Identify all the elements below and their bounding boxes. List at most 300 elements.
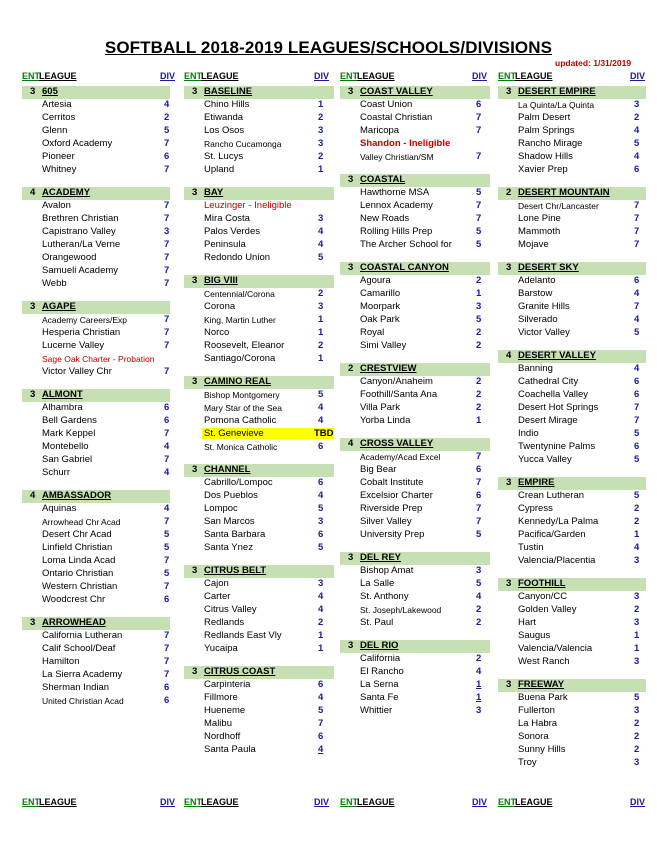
school-row	[340, 415, 490, 428]
league-name: DEL RIO	[360, 640, 399, 651]
league-name: EMPIRE	[518, 477, 555, 488]
league-header	[498, 679, 646, 692]
school-division: 2	[634, 731, 640, 742]
school-division: 3	[476, 705, 482, 716]
school-name: Schurr	[42, 467, 70, 478]
school-row	[498, 744, 646, 757]
school-division: 6	[318, 679, 324, 690]
league-name: CITRUS COAST	[204, 666, 276, 677]
school-name: Granite Hills	[518, 301, 570, 312]
league-header	[22, 490, 170, 503]
league-name: BIG VIII	[204, 275, 238, 286]
school-division: 2	[318, 288, 324, 299]
header-league: LEAGUE	[357, 71, 395, 81]
school-row	[22, 568, 170, 581]
school-name: Victor Valley	[518, 327, 570, 338]
school-name: Samueli Academy	[42, 265, 119, 276]
school-division: 5	[318, 503, 324, 514]
school-name: Desert Mirage	[518, 415, 578, 426]
school-name: Santa Paula	[204, 744, 256, 755]
school-row	[340, 679, 490, 692]
school-name: Shandon - Ineligible	[360, 138, 451, 149]
school-division: 1	[318, 353, 324, 364]
school-row	[22, 695, 170, 708]
school-name: Cajon	[204, 578, 229, 589]
school-name: Mira Costa	[204, 213, 250, 224]
league-ent-count: 3	[192, 666, 198, 677]
school-division: 7	[318, 718, 324, 729]
school-division: 4	[634, 125, 640, 136]
school-name: Santa Barbara	[204, 529, 266, 540]
school-row	[22, 265, 170, 278]
school-name: Palm Desert	[518, 112, 571, 123]
school-name: Nordhoff	[204, 731, 241, 742]
school-name: Rolling Hills Prep	[360, 226, 433, 237]
league-column	[184, 71, 334, 757]
school-name: Yorba Linda	[360, 415, 411, 426]
updated-date: updated: 1/31/2019	[555, 58, 632, 68]
school-name: Sonora	[518, 731, 549, 742]
school-name: Valencia/Placentia	[518, 555, 596, 566]
school-row	[22, 213, 170, 226]
school-row	[498, 731, 646, 744]
school-row	[340, 477, 490, 490]
school-row	[184, 226, 334, 239]
league-group	[22, 187, 170, 291]
school-division: 3	[634, 617, 640, 628]
school-row	[498, 656, 646, 669]
school-name: Loma Linda Acad	[42, 555, 116, 566]
school-division: 7	[476, 451, 482, 462]
school-name: Cerritos	[42, 112, 76, 123]
school-name: Big Bear	[360, 464, 397, 475]
league-name: DESERT SKY	[518, 262, 579, 273]
school-division: 2	[318, 151, 324, 162]
school-name: Malibu	[204, 718, 232, 729]
school-name: Xavier Prep	[518, 164, 568, 175]
school-row	[340, 151, 490, 164]
school-division: 3	[634, 656, 640, 667]
school-name: Lompoc	[204, 503, 238, 514]
league-name: FOOTHILL	[518, 578, 566, 589]
league-header	[340, 86, 490, 99]
school-division: 7	[164, 555, 170, 566]
league-header	[340, 174, 490, 187]
school-division: 3	[318, 516, 324, 527]
school-row	[184, 428, 334, 441]
school-name: Shadow Hills	[518, 151, 573, 162]
school-name: Carpinteria	[204, 679, 251, 690]
league-group	[340, 174, 490, 252]
school-name: Silver Valley	[360, 516, 412, 527]
school-name: Victor Valley Chr	[42, 366, 112, 377]
school-name: Aquinas	[42, 503, 77, 514]
school-division: 5	[634, 692, 640, 703]
school-name: Palos Verdes	[204, 226, 260, 237]
league-ent-count: 3	[192, 376, 198, 387]
school-row	[184, 490, 334, 503]
header-ent: ENT	[340, 71, 358, 81]
school-division: 5	[634, 138, 640, 149]
school-row	[498, 617, 646, 630]
column-header	[340, 71, 490, 83]
school-row	[340, 200, 490, 213]
school-row	[184, 591, 334, 604]
school-division: 3	[634, 757, 640, 768]
school-division: 5	[634, 327, 640, 338]
school-row	[498, 516, 646, 529]
school-division: 6	[164, 695, 170, 706]
school-name: Carter	[204, 591, 231, 602]
school-row	[22, 555, 170, 568]
school-division: 5	[318, 252, 324, 263]
league-group	[184, 376, 334, 454]
school-division: 2	[476, 402, 482, 413]
school-row	[498, 630, 646, 643]
school-division: 4	[634, 288, 640, 299]
school-row	[22, 340, 170, 353]
school-name: Arrowhead Chr Acad	[42, 517, 121, 527]
school-row	[22, 125, 170, 138]
school-division: 2	[318, 340, 324, 351]
school-row	[340, 578, 490, 591]
header-ent: ENT	[22, 71, 40, 81]
school-name: Coast Union	[360, 99, 413, 110]
school-name: La Salle	[360, 578, 395, 589]
school-name: San Marcos	[204, 516, 255, 527]
school-division: 1	[318, 164, 324, 175]
school-name: San Gabriel	[42, 454, 93, 465]
school-division: 1	[318, 630, 324, 641]
league-ent-count: 4	[30, 187, 36, 198]
school-division: 3	[476, 301, 482, 312]
school-division: 7	[164, 516, 170, 527]
column-footer	[184, 797, 334, 809]
school-name: Royal	[360, 327, 385, 338]
school-name: Santiago/Corona	[204, 353, 276, 364]
school-row	[22, 138, 170, 151]
school-row	[184, 125, 334, 138]
school-name: Whittier	[360, 705, 393, 716]
school-division: 4	[318, 604, 324, 615]
league-name: 605	[42, 86, 58, 97]
league-ent-count: 3	[506, 262, 512, 273]
league-name: CROSS VALLEY	[360, 438, 434, 449]
school-row	[340, 604, 490, 617]
school-name: Los Osos	[204, 125, 245, 136]
school-division: 5	[476, 239, 482, 250]
school-row	[22, 366, 170, 379]
school-division: 2	[634, 718, 640, 729]
league-ent-count: 3	[192, 464, 198, 475]
school-name: Bishop Amat	[360, 565, 414, 576]
school-name: Fillmore	[204, 692, 238, 703]
school-row	[184, 516, 334, 529]
league-group	[498, 350, 646, 467]
school-division: 3	[318, 578, 324, 589]
league-ent-count: 4	[348, 438, 354, 449]
school-name: Upland	[204, 164, 235, 175]
school-row	[22, 151, 170, 164]
school-row	[498, 99, 646, 112]
school-row	[184, 529, 334, 542]
school-division: 2	[634, 112, 640, 123]
school-row	[22, 402, 170, 415]
school-division: 1	[318, 314, 324, 325]
school-name: La Habra	[518, 718, 558, 729]
school-name: Peninsula	[204, 239, 246, 250]
header-league: LEAGUE	[515, 71, 553, 81]
league-ent-count: 2	[348, 363, 354, 374]
league-group	[184, 275, 334, 366]
school-division: 1	[318, 643, 324, 654]
school-row	[22, 467, 170, 480]
school-row	[184, 314, 334, 327]
league-header	[184, 464, 334, 477]
footer-div: DIV	[472, 797, 488, 807]
column-header	[184, 71, 334, 83]
school-name: Hesperia Christian	[42, 327, 121, 338]
school-row	[22, 278, 170, 291]
school-division: 3	[476, 565, 482, 576]
footer-ent: ENT	[184, 797, 202, 807]
school-row	[184, 441, 334, 454]
school-name: Coachella Valley	[518, 389, 589, 400]
school-division: 4	[164, 99, 170, 110]
school-division: 7	[164, 366, 170, 377]
school-row	[184, 731, 334, 744]
league-group	[498, 187, 646, 252]
school-row	[498, 239, 646, 252]
school-row	[22, 503, 170, 516]
school-name: Glenn	[42, 125, 68, 136]
school-division: 5	[476, 578, 482, 589]
school-row	[340, 389, 490, 402]
league-group	[340, 363, 490, 428]
school-row	[498, 643, 646, 656]
school-row	[498, 428, 646, 441]
school-division: 5	[164, 529, 170, 540]
school-name: Camarillo	[360, 288, 401, 299]
school-name: Villa Park	[360, 402, 400, 413]
school-division: 5	[318, 389, 324, 400]
school-name: Simi Valley	[360, 340, 407, 351]
school-division: 2	[476, 389, 482, 400]
school-division: 6	[164, 594, 170, 605]
league-header	[184, 86, 334, 99]
school-name: Woodcrest Chr	[42, 594, 106, 605]
school-division: 3	[634, 591, 640, 602]
school-row	[22, 327, 170, 340]
school-name: Tustin	[518, 542, 544, 553]
school-division: 4	[318, 490, 324, 501]
school-row	[340, 529, 490, 542]
school-row	[184, 744, 334, 757]
school-row	[340, 591, 490, 604]
school-name: Pomona Catholic	[204, 415, 277, 426]
league-header	[498, 350, 646, 363]
league-group	[22, 389, 170, 480]
school-name: Valley Christian/SM	[360, 152, 434, 162]
school-name: Silverado	[518, 314, 558, 325]
header-div: DIV	[160, 71, 176, 81]
league-name: CHANNEL	[204, 464, 251, 475]
school-division: 7	[164, 239, 170, 250]
school-name: Bishop Montgomery	[204, 390, 280, 400]
school-name: Bell Gardens	[42, 415, 97, 426]
school-name: Lennox Academy	[360, 200, 433, 211]
school-division: 2	[476, 376, 482, 387]
school-division: 7	[164, 428, 170, 439]
school-row	[498, 454, 646, 467]
column-footer	[340, 797, 490, 809]
school-division: 7	[634, 402, 640, 413]
school-row	[498, 314, 646, 327]
page-title: SOFTBALL 2018-2019 LEAGUES/SCHOOLS/DIVISIONS	[104, 38, 553, 57]
school-name: Foothill/Santa Ana	[360, 389, 438, 400]
school-division: 4	[318, 744, 324, 755]
school-row	[184, 112, 334, 125]
school-division: 2	[476, 327, 482, 338]
school-name: Rancho Mirage	[518, 138, 583, 149]
league-ent-count: 3	[506, 578, 512, 589]
school-division: 6	[164, 415, 170, 426]
school-row	[22, 415, 170, 428]
school-row	[498, 415, 646, 428]
header-league: LEAGUE	[39, 71, 77, 81]
school-division: 7	[164, 327, 170, 338]
school-division: 7	[476, 200, 482, 211]
school-name: St. Paul	[360, 617, 394, 628]
school-division: 5	[318, 542, 324, 553]
school-row	[184, 288, 334, 301]
school-division: 6	[476, 464, 482, 475]
school-row	[22, 669, 170, 682]
league-column	[498, 71, 646, 770]
school-division: 1	[476, 692, 482, 703]
school-division: 7	[164, 656, 170, 667]
school-name: St. Monica Catholic	[204, 442, 278, 452]
school-row	[22, 353, 170, 366]
school-division: 5	[164, 125, 170, 136]
school-row	[184, 617, 334, 630]
school-name: University Prep	[360, 529, 425, 540]
league-header	[498, 86, 646, 99]
league-group	[498, 262, 646, 340]
school-row	[340, 340, 490, 353]
school-name: Roosevelt, Eleanor	[204, 340, 285, 351]
school-name: St. Anthony	[360, 591, 409, 602]
school-division: 6	[634, 441, 640, 452]
school-row	[184, 200, 334, 213]
school-division: 7	[164, 314, 170, 325]
school-name: The Archer School for	[360, 239, 452, 250]
league-header	[340, 552, 490, 565]
school-name: Valencia/Valencia	[518, 643, 593, 654]
school-row	[340, 239, 490, 252]
school-name: Lutheran/La Verne	[42, 239, 121, 250]
school-division: 4	[164, 503, 170, 514]
school-row	[184, 604, 334, 617]
school-division: 1	[634, 529, 640, 540]
school-name: Cypress	[518, 503, 553, 514]
footer-ent: ENT	[498, 797, 516, 807]
school-division: 3	[318, 213, 324, 224]
footer-ent: ENT	[340, 797, 358, 807]
school-name: California Lutheran	[42, 630, 123, 641]
school-division: 6	[164, 151, 170, 162]
school-row	[340, 138, 490, 151]
school-row	[184, 301, 334, 314]
school-row	[184, 138, 334, 151]
school-division: 7	[164, 164, 170, 175]
school-row	[184, 402, 334, 415]
column-header	[22, 71, 176, 83]
school-division: 6	[318, 477, 324, 488]
school-division: 5	[164, 568, 170, 579]
league-name: CAMINO REAL	[204, 376, 272, 387]
league-ent-count: 3	[506, 679, 512, 690]
school-row	[340, 464, 490, 477]
school-row	[498, 301, 646, 314]
school-division: 4	[634, 363, 640, 374]
league-group	[340, 438, 490, 542]
school-name: Sage Oak Charter - Probation	[42, 354, 155, 364]
league-header	[22, 187, 170, 200]
league-header	[184, 565, 334, 578]
school-row	[184, 239, 334, 252]
school-division: 7	[634, 213, 640, 224]
league-group	[498, 86, 646, 177]
school-name: Sherman Indian	[42, 682, 110, 693]
school-division: 4	[318, 402, 324, 413]
school-division: 7	[164, 200, 170, 211]
school-division: 7	[634, 239, 640, 250]
school-row	[340, 314, 490, 327]
school-row	[184, 389, 334, 402]
school-name: Capistrano Valley	[42, 226, 116, 237]
school-name: Norco	[204, 327, 230, 338]
footer-div: DIV	[314, 797, 330, 807]
school-name: Banning	[518, 363, 553, 374]
school-name: Cathedral City	[518, 376, 579, 387]
league-group	[184, 464, 334, 555]
school-division: 4	[318, 591, 324, 602]
school-division: 2	[634, 516, 640, 527]
school-name: Buena Park	[518, 692, 568, 703]
league-header	[498, 578, 646, 591]
school-name: Barstow	[518, 288, 553, 299]
school-name: Alhambra	[42, 402, 83, 413]
school-division: 7	[476, 125, 482, 136]
league-name: AMBASSADOR	[42, 490, 112, 501]
league-header	[340, 438, 490, 451]
school-row	[340, 490, 490, 503]
school-name: Calif School/Deaf	[42, 643, 116, 654]
header-ent: ENT	[184, 71, 202, 81]
school-division: 7	[164, 581, 170, 592]
league-name: ARROWHEAD	[42, 617, 106, 628]
school-division: 7	[164, 213, 170, 224]
school-division: 2	[634, 503, 640, 514]
school-row	[184, 353, 334, 366]
footer-league: LEAGUE	[357, 797, 395, 807]
school-division: 1	[476, 679, 482, 690]
school-name: Citrus Valley	[204, 604, 257, 615]
school-row	[498, 327, 646, 340]
school-division: 4	[634, 314, 640, 325]
league-ent-count: 3	[506, 477, 512, 488]
